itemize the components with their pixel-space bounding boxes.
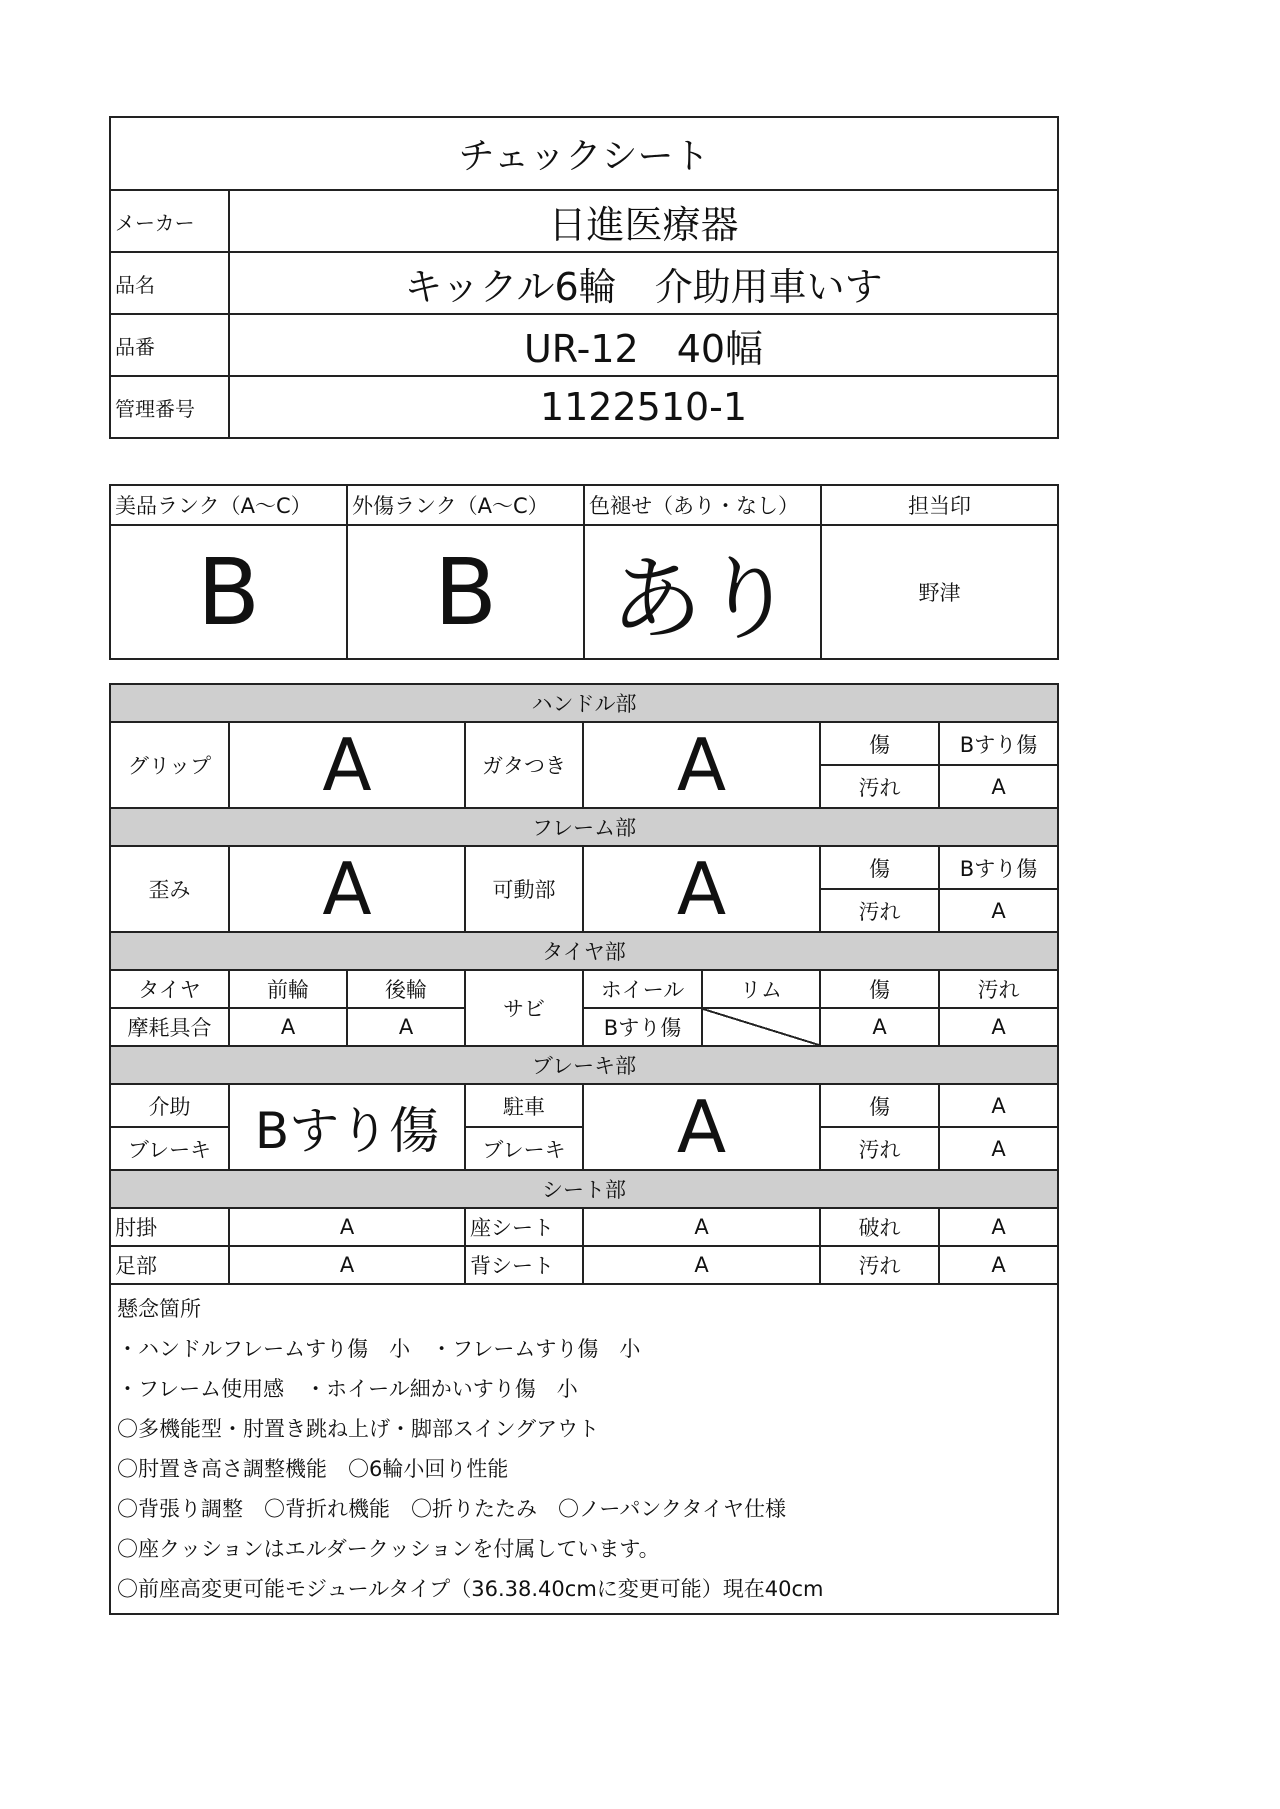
maker-value: 日進医療器: [229, 190, 1058, 252]
maker-label: メーカー: [110, 190, 229, 252]
backrest-value: A: [583, 1246, 820, 1284]
model-value: UR-12 40幅: [229, 314, 1058, 376]
movable-label: 可動部: [465, 846, 583, 932]
backrest-label: 背シート: [465, 1246, 583, 1284]
stamp-label: 担当印: [821, 485, 1058, 525]
front-wheel-label: 前輪: [229, 970, 347, 1008]
concern-line: 〇前座高変更可能モジュールタイプ（36.38.40cmに変更可能）現在40cm: [117, 1577, 824, 1601]
seat-dirt-label: 汚れ: [820, 1246, 939, 1284]
footrest-label: 足部: [110, 1246, 229, 1284]
concern-line: ・フレーム使用感 ・ホイール細かいすり傷 小: [117, 1377, 578, 1401]
play-label: ガタつき: [465, 722, 583, 808]
handle-dirt-value: A: [939, 765, 1058, 808]
fade-value: あり: [584, 525, 821, 659]
rank-table: [109, 484, 1059, 660]
assist-brake-label-1: 介助: [110, 1084, 229, 1127]
stamp-value: 野津: [821, 525, 1058, 659]
parking-brake-label-2: ブレーキ: [465, 1127, 583, 1170]
armrest-value: A: [229, 1208, 465, 1246]
product-label: 品名: [110, 252, 229, 314]
brake-dirt-value: A: [939, 1127, 1058, 1170]
rim-value-empty: [702, 1008, 820, 1046]
beauty-rank-label: 美品ランク（A～C）: [110, 485, 347, 525]
footrest-value: A: [229, 1246, 465, 1284]
tire-dirt-label: 汚れ: [939, 970, 1058, 1008]
damage-rank-value: B: [347, 525, 584, 659]
brake-section-header: ブレーキ部: [110, 1046, 1058, 1084]
brake-scratch-label: 傷: [820, 1084, 939, 1127]
tire-scratch-label: 傷: [820, 970, 939, 1008]
seat-tear-label: 破れ: [820, 1208, 939, 1246]
tire-section-header: タイヤ部: [110, 932, 1058, 970]
rim-label: リム: [702, 970, 820, 1008]
seat-cushion-label: 座シート: [465, 1208, 583, 1246]
concern-line: 〇肘置き高さ調整機能 〇6輪小回り性能: [117, 1457, 509, 1481]
brake-scratch-value: A: [939, 1084, 1058, 1127]
grip-label: グリップ: [110, 722, 229, 808]
tire-dirt-value: A: [939, 1008, 1058, 1046]
inspection-table: [109, 683, 1059, 1615]
parking-brake-label-1: 駐車: [465, 1084, 583, 1127]
id-label: 管理番号: [110, 376, 229, 438]
sheet-title: チェックシート: [110, 117, 1058, 190]
concern-line: 〇背張り調整 〇背折れ機能 〇折りたたみ 〇ノーパンクタイヤ仕様: [117, 1497, 787, 1521]
product-value: キックル6輪 介助用車いす: [229, 252, 1058, 314]
play-value: A: [583, 722, 820, 808]
brake-dirt-label: 汚れ: [820, 1127, 939, 1170]
seat-tear-value: A: [939, 1208, 1058, 1246]
id-value: 1122510-1: [229, 376, 1058, 438]
wheel-value: Bすり傷: [583, 1008, 702, 1046]
handle-scratch-label: 傷: [820, 722, 939, 765]
handle-scratch-value: Bすり傷: [939, 722, 1058, 765]
tire-wear-label-2: 摩耗具合: [110, 1008, 229, 1046]
warp-label: 歪み: [110, 846, 229, 932]
beauty-rank-value: B: [110, 525, 347, 659]
concern-line: 〇座クッションはエルダークッションを付属しています。: [117, 1537, 660, 1561]
damage-rank-label: 外傷ランク（A～C）: [347, 485, 584, 525]
wheel-label: ホイール: [583, 970, 702, 1008]
movable-value: A: [583, 846, 820, 932]
seat-section-header: シート部: [110, 1170, 1058, 1208]
seat-cushion-value: A: [583, 1208, 820, 1246]
frame-dirt-label: 汚れ: [820, 889, 939, 932]
handle-dirt-label: 汚れ: [820, 765, 939, 808]
grip-value: A: [229, 722, 465, 808]
rust-label: サビ: [465, 970, 583, 1046]
frame-scratch-label: 傷: [820, 846, 939, 889]
fade-label: 色褪せ（あり・なし）: [584, 485, 821, 525]
warp-value: A: [229, 846, 465, 932]
tire-scratch-value: A: [820, 1008, 939, 1046]
seat-dirt-value: A: [939, 1246, 1058, 1284]
frame-dirt-value: A: [939, 889, 1058, 932]
armrest-label: 肘掛: [110, 1208, 229, 1246]
concern-line: 〇多機能型・肘置き跳ね上げ・脚部スイングアウト: [117, 1417, 600, 1441]
product-info-table: [109, 116, 1059, 439]
model-label: 品番: [110, 314, 229, 376]
concerns-label: 懸念箇所: [117, 1297, 201, 1321]
assist-brake-value: Bすり傷: [229, 1084, 465, 1170]
frame-section-header: フレーム部: [110, 808, 1058, 846]
rear-wheel-label: 後輪: [347, 970, 465, 1008]
front-wheel-value: A: [229, 1008, 347, 1046]
tire-wear-label-1: タイヤ: [110, 970, 229, 1008]
handle-section-header: ハンドル部: [110, 684, 1058, 722]
assist-brake-label-2: ブレーキ: [110, 1127, 229, 1170]
frame-scratch-value: Bすり傷: [939, 846, 1058, 889]
parking-brake-value: A: [583, 1084, 820, 1170]
concerns-section: [110, 1284, 1058, 1614]
rear-wheel-value: A: [347, 1008, 465, 1046]
concern-line: ・ハンドルフレームすり傷 小 ・フレームすり傷 小: [117, 1337, 641, 1361]
